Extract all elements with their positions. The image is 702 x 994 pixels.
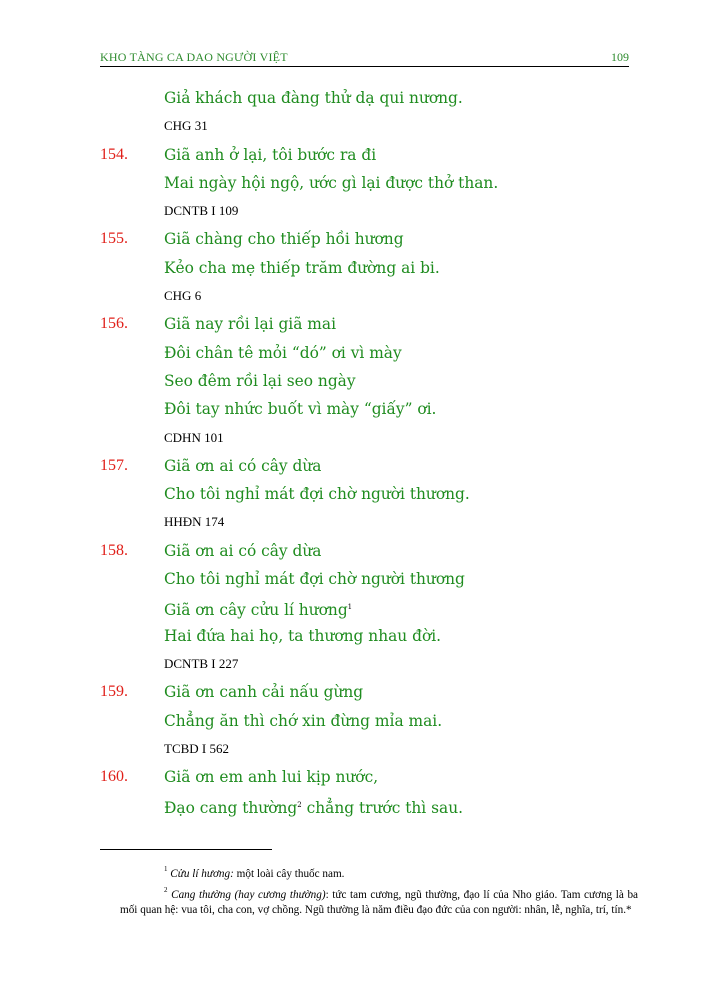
source-ref xyxy=(164,424,224,452)
text-segment: Giã ơn ai có cây dừa xyxy=(164,541,322,560)
entry-number: 159. xyxy=(100,683,128,701)
verse-text xyxy=(164,254,440,282)
text-segment: Giã nay rồi lại giã mai xyxy=(164,315,336,334)
source-ref xyxy=(164,650,238,678)
entry-number: 156. xyxy=(100,315,128,333)
verse-line xyxy=(0,395,702,423)
entry-number: 154. xyxy=(100,145,128,163)
entry-number: 160. xyxy=(100,768,128,786)
verse-text xyxy=(164,565,465,593)
verse-text xyxy=(164,707,442,735)
footnote-2 xyxy=(120,883,638,919)
verse-line xyxy=(0,622,702,650)
source-line xyxy=(0,282,702,310)
text-segment: Chẳng ăn thì chớ xin đừng mỉa mai. xyxy=(164,711,443,730)
text-segment: CDHN 101 xyxy=(164,429,224,445)
verse-line xyxy=(0,480,702,508)
text-segment: DCNTB I 109 xyxy=(164,203,239,219)
verse-line xyxy=(0,763,702,791)
footnote-reference[interactable]: 2 xyxy=(297,801,302,810)
text-segment: Cho tôi nghỉ mát đợi chờ người thương. xyxy=(164,485,470,504)
verse-line xyxy=(0,791,702,819)
text-segment: DCNTB I 227 xyxy=(164,655,239,671)
text-segment: Giả khách qua đàng thử dạ qui nương. xyxy=(164,89,463,107)
text-segment: Cho tôi nghỉ mát đợi chờ người thương xyxy=(164,570,465,589)
text-segment: Giã chàng cho thiếp hồi hương xyxy=(164,230,404,249)
source-line xyxy=(0,424,702,452)
text-segment: Giã ơn cây cửu lí hương xyxy=(164,601,348,620)
footnote-text: một loài cây thuốc nam. xyxy=(233,868,345,880)
page-number: 109 xyxy=(611,50,629,64)
text-segment: Giã ơn em anh lui kịp nước, xyxy=(164,768,379,787)
verse-text xyxy=(164,395,436,423)
footnote-term: Cang thường (hay cương thường) xyxy=(171,888,326,901)
verse-text xyxy=(164,622,441,650)
verse-line xyxy=(0,310,702,338)
running-header xyxy=(100,48,629,67)
verse-line xyxy=(0,367,702,395)
verse-line xyxy=(0,225,702,253)
entry-number: 157. xyxy=(100,456,128,474)
source-line xyxy=(0,197,702,225)
footnote-reference[interactable]: 1 xyxy=(347,603,353,612)
verse-text xyxy=(164,339,402,367)
footnote-mark: 2 xyxy=(164,885,168,894)
verse-line xyxy=(0,84,702,112)
text-segment: Mai ngày hội ngộ, ước gì lại được thở than. xyxy=(164,173,499,192)
text-segment: Seo đêm rồi lại seo ngày xyxy=(164,371,356,390)
verse-line xyxy=(0,169,702,197)
verse-text xyxy=(164,480,470,508)
source-ref xyxy=(164,282,201,310)
text-segment: CHG 31 xyxy=(164,118,208,134)
verse-text xyxy=(164,678,363,706)
source-ref xyxy=(164,112,208,140)
verse-text xyxy=(164,310,336,338)
verse-line xyxy=(0,452,702,480)
footnote-text: : tức tam cương, ngũ thường, đạo lí của Nho giáo. Tam cương là ba mối quan hệ: vua tôi, cha con, vợ chồng. Ngũ thường là năm điều đạo đức của con người: nhân, lễ, nghĩa, trí, tín.* xyxy=(120,888,639,916)
verse-text xyxy=(164,537,321,565)
text-segment: HHĐN 174 xyxy=(164,514,225,530)
verse-text xyxy=(164,763,378,791)
verse-text xyxy=(164,169,498,197)
verse-text xyxy=(164,367,356,395)
entry-number: 155. xyxy=(100,230,128,248)
source-ref xyxy=(164,508,224,536)
footnote-term: Cửu lí hương: xyxy=(170,868,234,880)
source-ref xyxy=(164,735,229,763)
text-segment: chẳng trước thì sau. xyxy=(301,799,463,818)
verse-text xyxy=(164,791,463,822)
source-line xyxy=(0,508,702,536)
source-line xyxy=(0,735,702,763)
verse-text xyxy=(164,141,376,169)
verse-text xyxy=(164,84,463,112)
text-segment: Hai đứa hai họ, ta thương nhau đời. xyxy=(164,626,442,645)
verse-line xyxy=(0,254,702,282)
poem-list xyxy=(0,84,702,820)
verse-line xyxy=(0,537,702,565)
verse-line xyxy=(0,565,702,593)
verse-line xyxy=(0,593,702,621)
footnote-1 xyxy=(120,862,638,883)
source-line xyxy=(0,112,702,140)
text-segment: Kẻo cha mẹ thiếp trăm đường ai bi. xyxy=(164,258,440,277)
text-segment: Đôi tay nhức buốt vì mày “giấy” ơi. xyxy=(164,400,437,419)
text-segment: TCBD I 562 xyxy=(164,740,229,756)
book-title: KHO TÀNG CA DAO NGƯỜI VIỆT xyxy=(100,50,288,64)
footnotes xyxy=(120,862,638,919)
entry-number: 158. xyxy=(100,541,128,559)
verse-text xyxy=(164,225,404,253)
footnote-divider xyxy=(100,849,272,850)
verse-line xyxy=(0,707,702,735)
source-line xyxy=(0,650,702,678)
verse-text xyxy=(164,452,321,480)
source-ref xyxy=(164,197,238,225)
text-segment: Đôi chân tê mỏi “dó” ơi vì mày xyxy=(164,343,402,362)
text-segment: CHG 6 xyxy=(164,288,202,304)
verse-line xyxy=(0,678,702,706)
verse-text xyxy=(164,593,352,624)
text-segment: Giã ơn canh cải nấu gừng xyxy=(164,683,364,702)
verse-line xyxy=(0,141,702,169)
text-segment: Giã anh ở lại, tôi bước ra đi xyxy=(164,145,377,164)
text-segment: Đạo cang thường xyxy=(164,799,298,818)
verse-line xyxy=(0,339,702,367)
footnote-mark: 1 xyxy=(164,865,168,873)
text-segment: Giã ơn ai có cây dừa xyxy=(164,456,322,475)
